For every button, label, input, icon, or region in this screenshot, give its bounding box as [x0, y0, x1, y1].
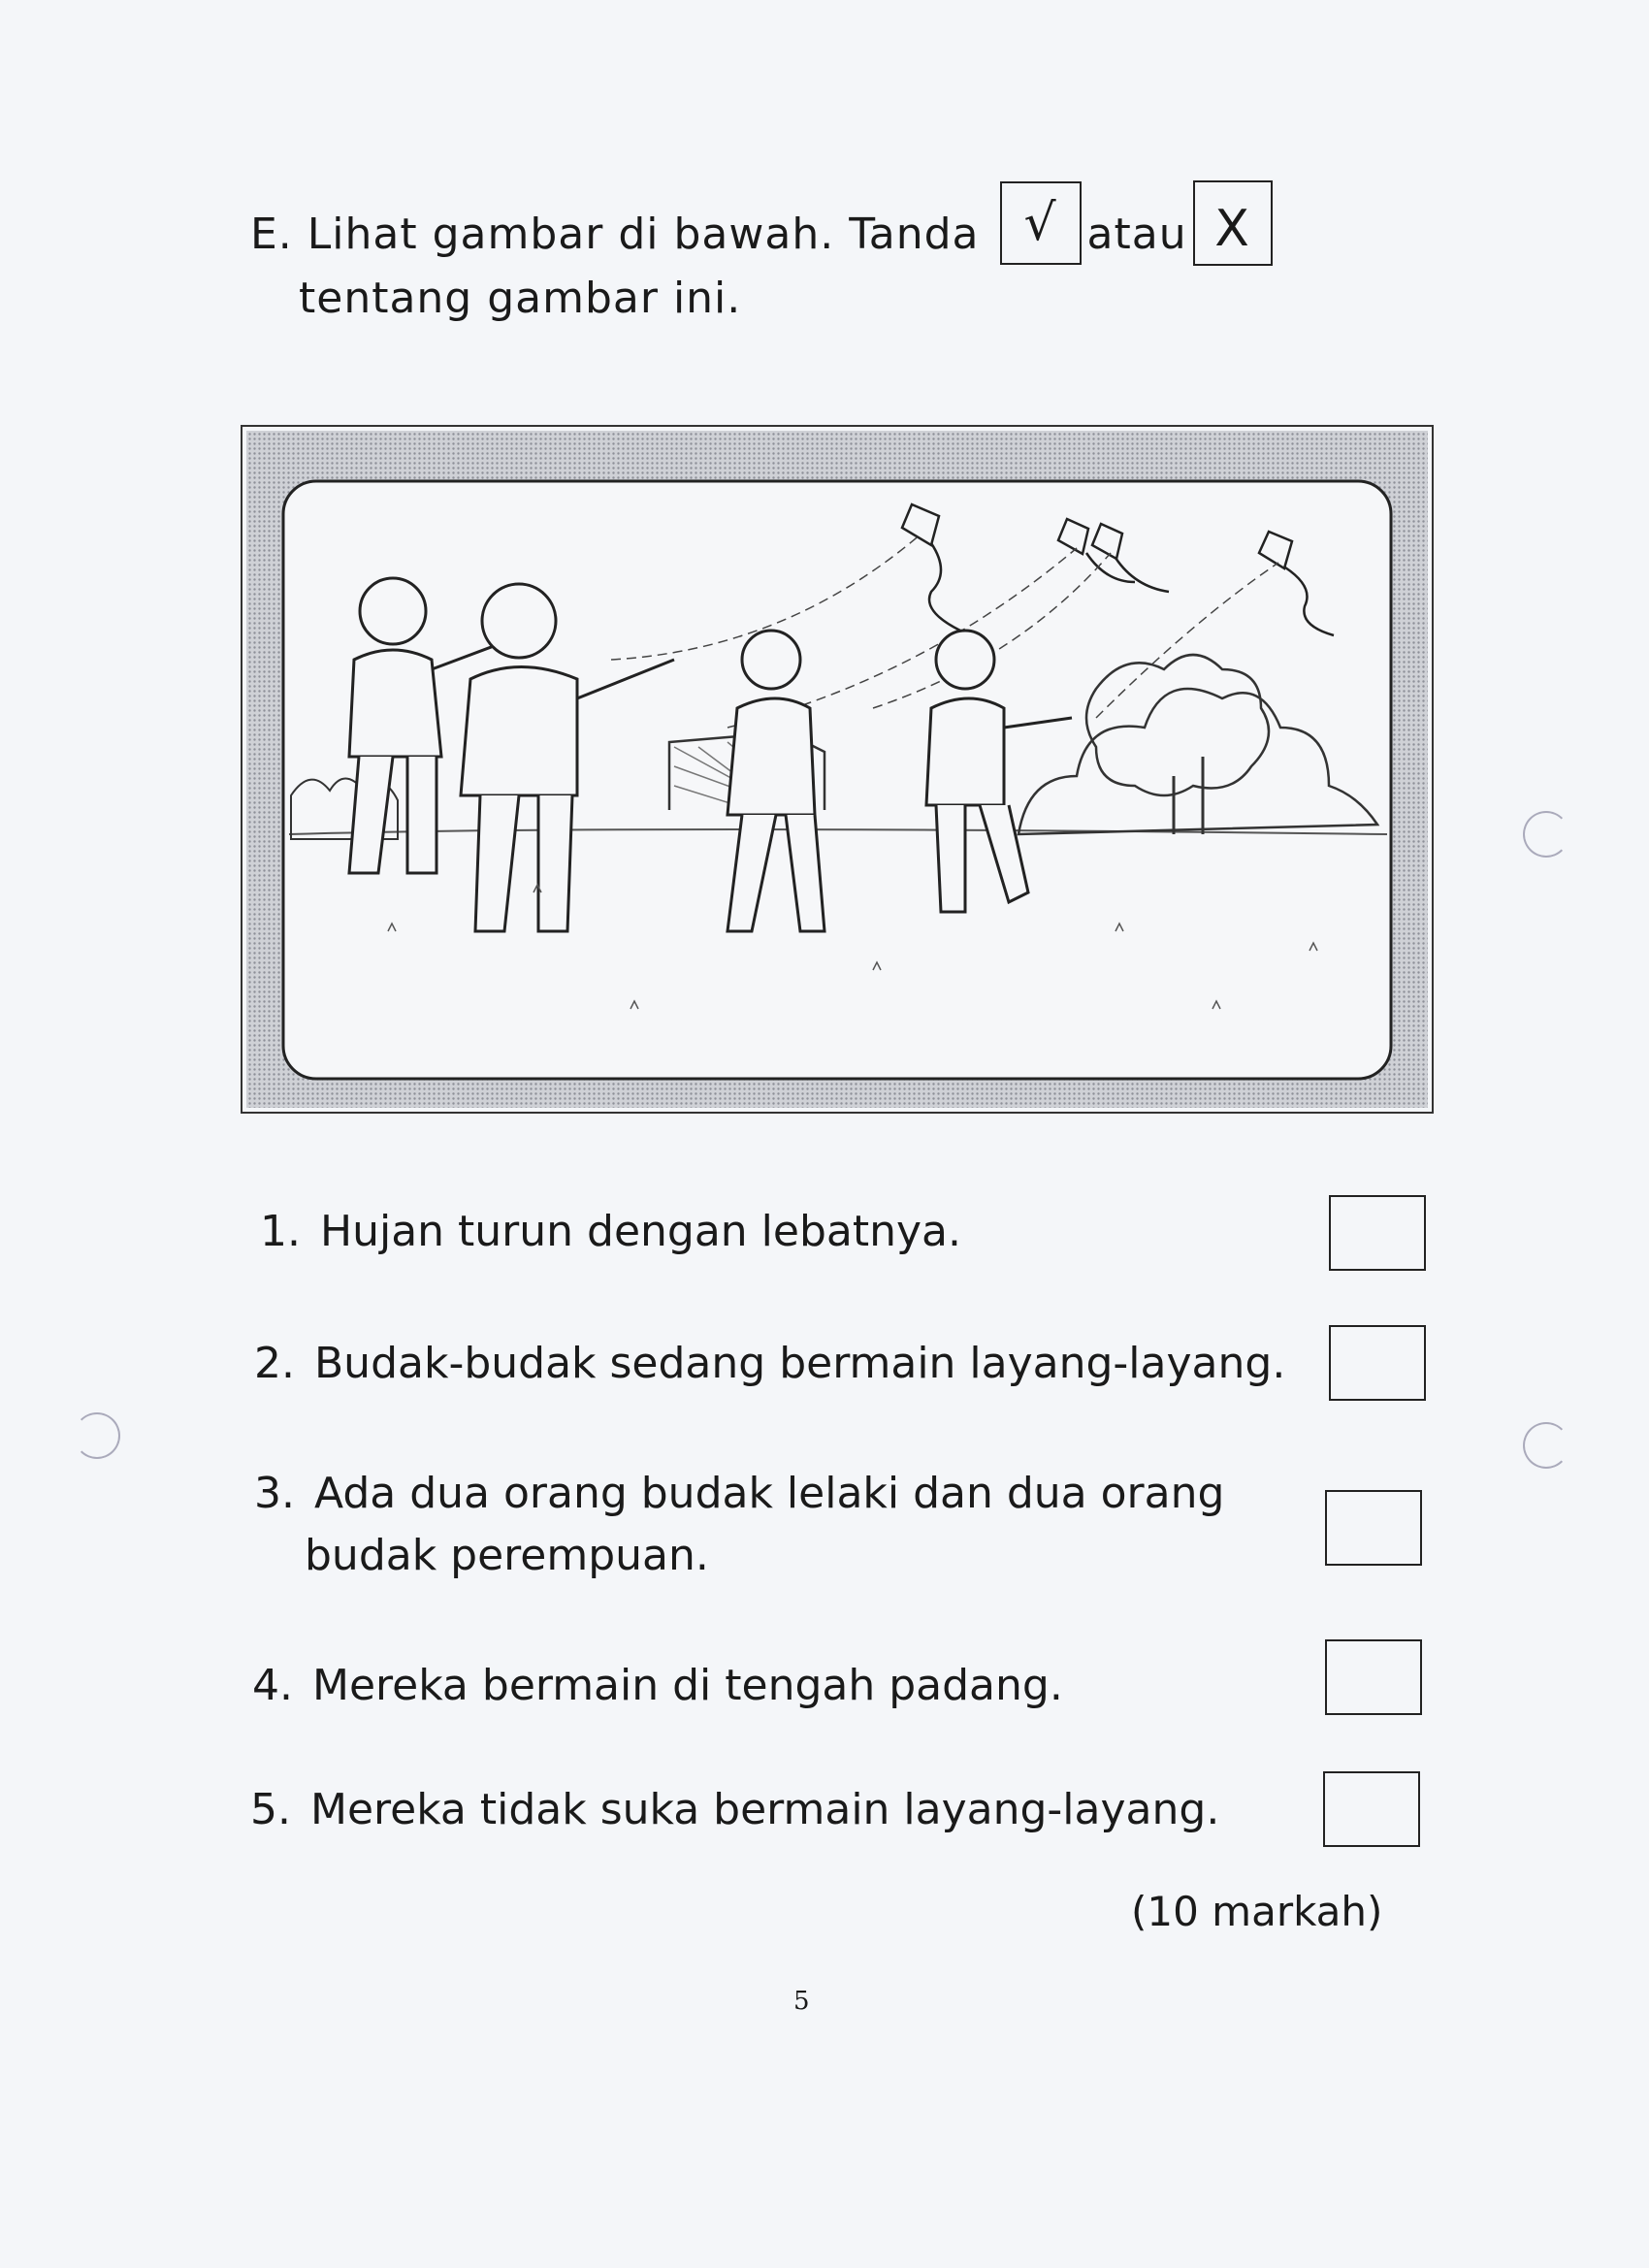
answer-box-3[interactable]	[1325, 1490, 1422, 1566]
question-text: Mereka tidak suka bermain layang-layang.	[310, 1785, 1220, 1834]
instruction-connector: atau	[1086, 210, 1187, 259]
instruction-text: Lihat gambar di bawah. Tanda	[307, 210, 980, 259]
kite-flying-illustration-icon	[242, 427, 1432, 1112]
answer-box-2[interactable]	[1329, 1325, 1426, 1401]
question-number: 1.	[260, 1207, 301, 1256]
question-text-continued: budak perempuan.	[305, 1531, 709, 1580]
instruction-line-1	[250, 194, 1278, 279]
question-text: Budak-budak sedang bermain layang-layang.	[314, 1339, 1286, 1388]
cross-mark-box: X	[1193, 180, 1273, 266]
picture-frame	[241, 425, 1434, 1114]
total-marks: (10 markah)	[1131, 1888, 1383, 1935]
question-text: Mereka bermain di tengah padang.	[312, 1661, 1063, 1710]
binder-hole-icon	[74, 1412, 120, 1459]
answer-box-1[interactable]	[1329, 1195, 1426, 1271]
question-number: 2.	[254, 1339, 295, 1388]
instruction-line-2: tentang gambar ini.	[299, 274, 742, 323]
instruction	[250, 194, 1278, 323]
question-5	[250, 1779, 1219, 1841]
binder-hole-icon	[1523, 1422, 1569, 1469]
answer-box-4[interactable]	[1325, 1639, 1422, 1715]
answer-box-5[interactable]	[1323, 1771, 1420, 1847]
question-number: 4.	[252, 1661, 293, 1710]
check-mark-box: √	[1000, 181, 1082, 265]
question-4	[252, 1655, 1063, 1717]
question-number: 5.	[250, 1785, 291, 1834]
question-2	[254, 1333, 1285, 1395]
section-label: E.	[250, 210, 293, 259]
question-number: 3.	[254, 1469, 295, 1518]
question-3	[254, 1463, 1224, 1587]
question-text: Ada dua orang budak lelaki dan dua orang	[314, 1469, 1225, 1518]
binder-hole-icon	[1523, 811, 1569, 858]
page-number: 5	[793, 1987, 810, 2016]
question-text: Hujan turun dengan lebatnya.	[320, 1207, 961, 1256]
question-1	[260, 1201, 961, 1263]
